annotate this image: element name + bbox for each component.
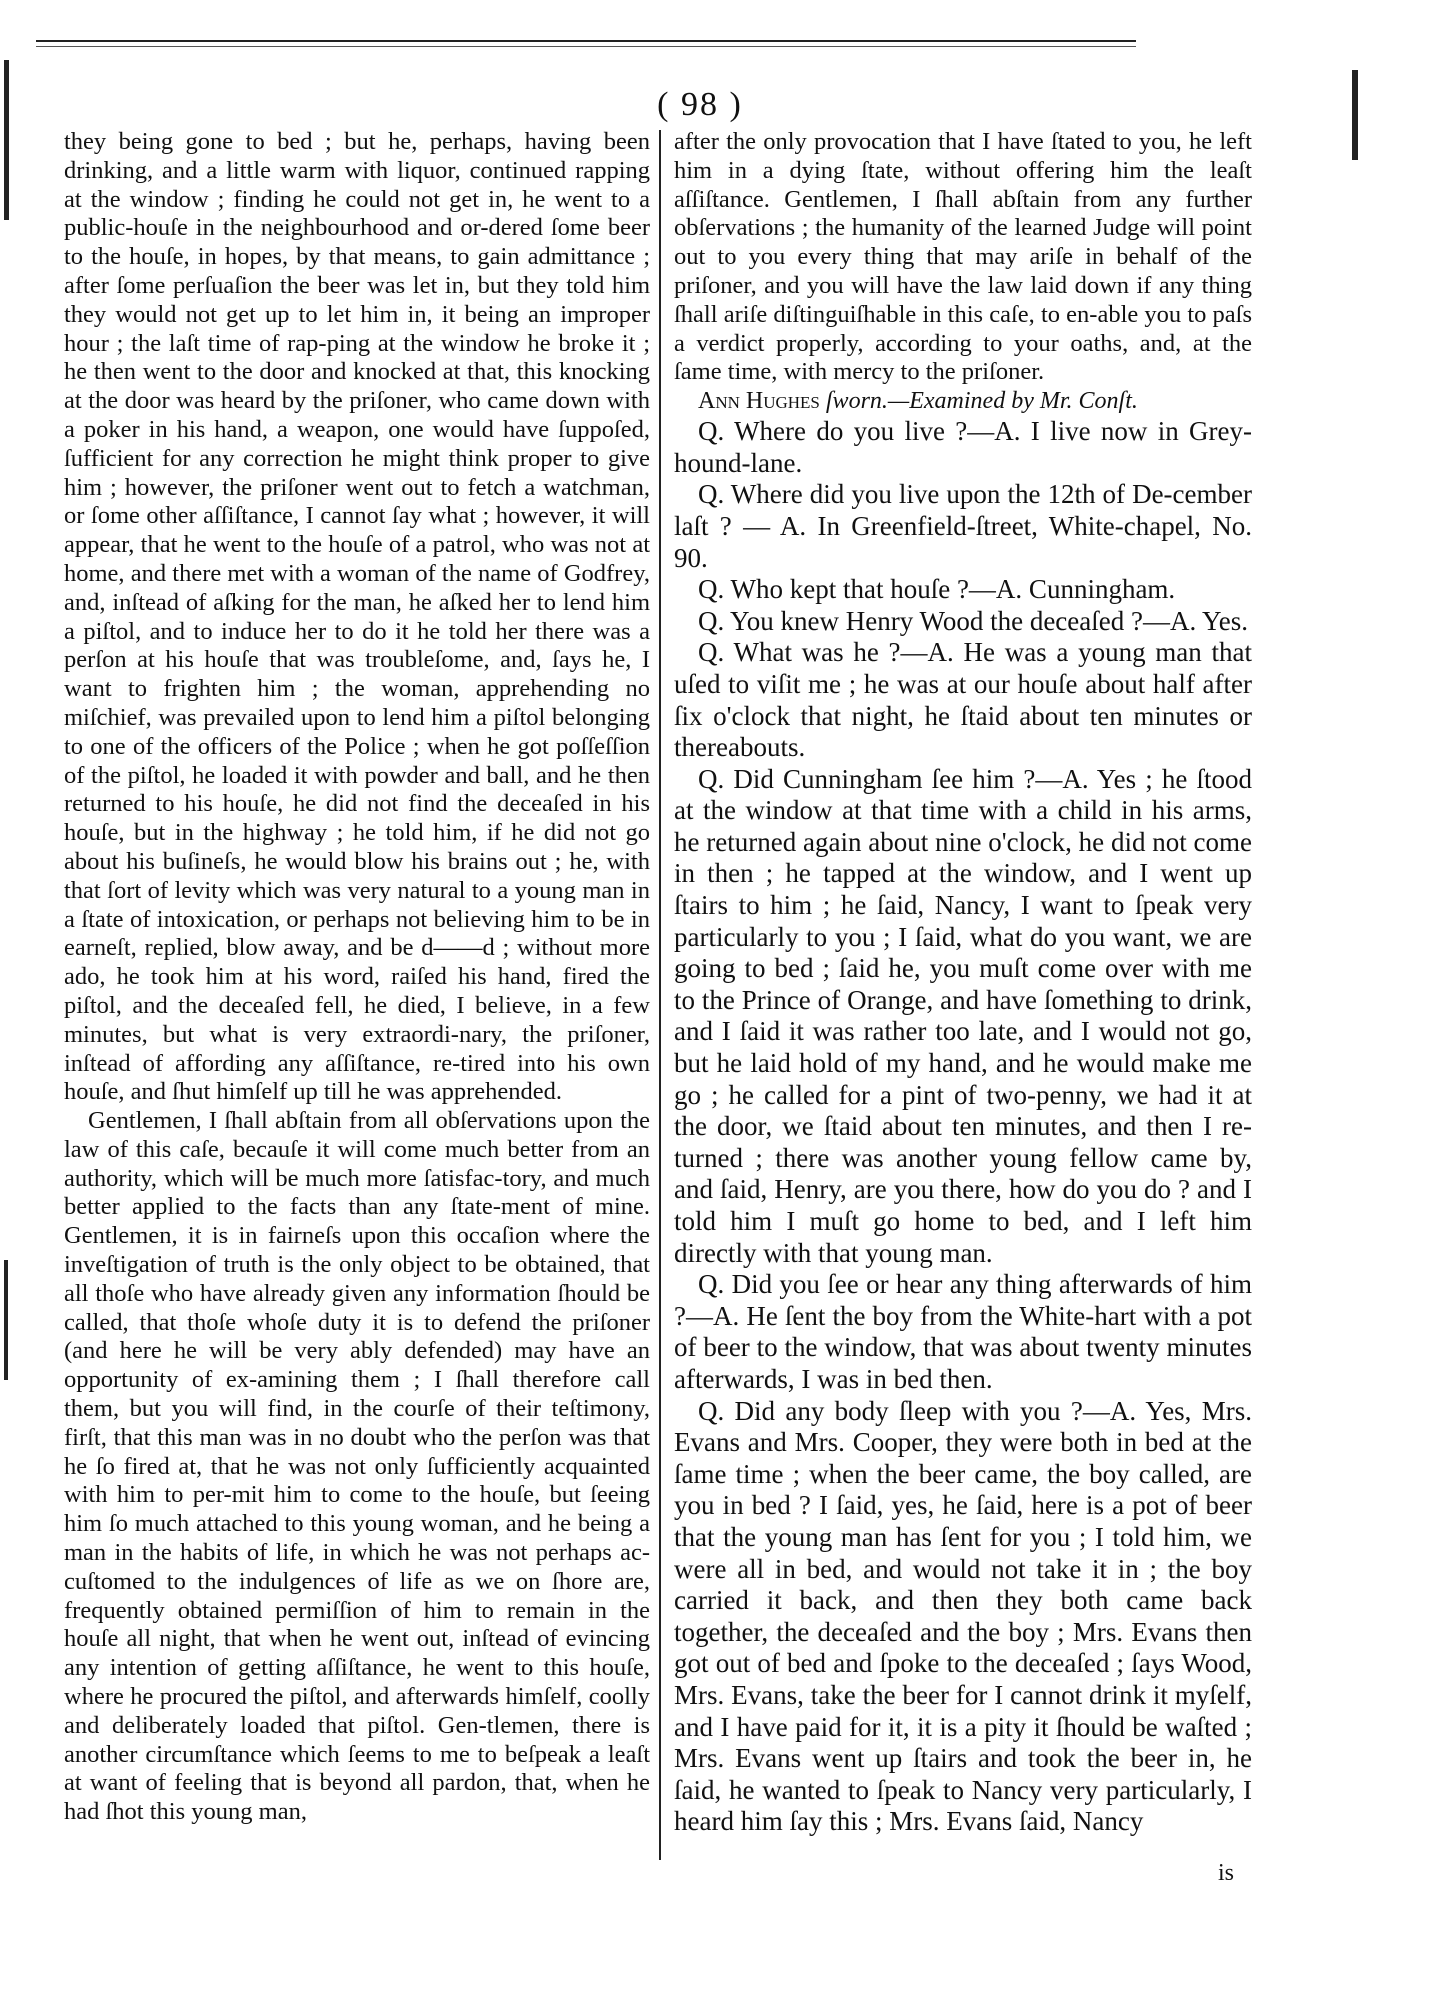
witness-note: ſworn.—Examined by Mr. Conſt. [825, 388, 1138, 415]
top-rule-thin [36, 46, 1136, 47]
page-number: ( 98 ) [657, 86, 743, 123]
left-edge-mark-lower [4, 1260, 8, 1380]
left-paragraph-2: Gentlemen, I ſhall abſtain from all obſervations upon the law of this caſe, becauſe it will come much better from an authority, which will be much more ſatisfac-tory, and much better applied to the facts than any ſtate-ment of mine. Gentlemen, it is in fairneſs upon this occaſion where the inveſtigation of truth is the only object to be obtained, that all thoſe who have already given any information ſhould be called, that thoſe whoſe duty it is to defend the priſoner (and here he will be very ably defended) may have an opportunity of ex-amining them ; I ſhall therefore call them, but you will find, in the courſe of their teſtimony, firſt, that this man was in no doubt who the perſon was that he ſo fired at, that he was not only ſufficiently acquainted with him to per-mit him to come to the houſe, but ſeeing him ſo much attached to this young woman, and he being a man in the habits of life, in which he was not perhaps ac-cuſtomed to the indulgences of life as we on ſhore are, frequently obtained permiſſion of him to remain in the houſe all night, that when he went out, inſtead of evincing any intention of getting aſſiſtance, he went to this houſe, where he procured the piſtol, and afterwards himſelf, coolly and deliberately loaded that piſtol. Gen-tlemen, there is another circumſtance which ſeems to me to beſpeak a leaſt at want of feeling that is beyond all pardon, that, when he had ſhot this young man, [64, 1107, 650, 1826]
qa-entry-2: Q. Where did you live upon the 12th of De-cember laſt ? — A. In Greenfield-ſtreet, White-chapel, No. 90. [674, 479, 1252, 573]
right-paragraph-1: after the only provocation that I have ſtated to you, he left him in a dying ſtate, without offering him the leaſt aſſiſtance. Gentlemen, I ſhall abſtain from any further obſervations ; the humanity of the learned Judge will point out to you every thing that may ariſe in behalf of the priſoner, and you will have the law laid down if any thing ſhall ariſe diſtinguiſhable in this caſe, to en-able you to paſs a verdict properly, according to your oaths, and, at the ſame time, with mercy to the priſoner. [674, 128, 1252, 386]
qa-entry-6: Q. Did Cunningham ſee him ?—A. Yes ; he ſtood at the window at that time with a child in his arms, he returned again about nine o'clock, he did not come in then ; he tapped at the window, and I went up ſtairs to him ; he ſaid, Nancy, I want to ſpeak very particularly to you ; I ſaid, what do you want, we are going to bed ; ſaid he, you muſt come over with me to the Prince of Orange, and have ſomething to drink, and I ſaid it was rather too late, and I would not go, but he laid hold of my hand, and he would make me go ; he called for a pint of two-penny, we had it at the door, we ſtaid about ten minutes, and then I re-turned ; there was another young fellow came by, and ſaid, Henry, are you there, how do you do ? and I told him I muſt go home to bed, and I left him directly with that young man. [674, 763, 1252, 1268]
qa-entry-5: Q. What was he ?—A. He was a young man that uſed to viſit me ; he was at our houſe about half after ſix o'clock that night, he ſtaid about ten minutes or thereabouts. [674, 637, 1252, 763]
left-edge-mark [4, 60, 9, 220]
left-column [64, 128, 650, 1827]
qa-entry-8: Q. Did any body ſleep with you ?—A. Yes, Mrs. Evans and Mrs. Cooper, they were both in bed at the ſame time ; when the beer came, the boy called, are you in bed ? I ſaid, yes, he ſaid, here is a pot of beer that the young man has ſent for you ; I told him, we were all in bed, and would not take it in ; the boy carried it back, and then they both came back together, the deceaſed and the boy ; Mrs. Evans then got out of bed and ſpoke to the deceaſed ; ſays Wood, Mrs. Evans, take the beer for I cannot drink it myſelf, and I have paid for it, it is a pity it ſhould be waſted ; Mrs. Evans went up ſtairs and took the beer in, he ſaid, he wanted to ſpeak to Nancy very particularly, I heard him ſay this ; Mrs. Evans ſaid, Nancy [674, 1395, 1252, 1837]
qa-entry-1: Q. Where do you live ?—A. I live now in Grey-hound-lane. [674, 416, 1252, 478]
qa-entry-7: Q. Did you ſee or hear any thing afterwards of him ?—A. He ſent the boy from the White-hart with a pot of beer to the window, that was about twenty minutes afterwards, I was in bed then. [674, 1269, 1252, 1394]
right-column [674, 128, 1252, 1838]
column-divider [659, 130, 661, 1860]
catchword: is [1218, 1860, 1235, 1886]
qa-entry-4: Q. You knew Henry Wood the deceaſed ?—A. Yes. [698, 605, 1249, 636]
witness-name: Ann Hughes [698, 388, 820, 415]
qa-entry-3: Q. Who kept that houſe ?—A. Cunningham. [698, 574, 1176, 605]
left-paragraph-1: they being gone to bed ; but he, perhaps, having been drinking, and a little warm with liquor, continued rapping at the window ; finding he could not get in, he went to a public-houſe in the neighbourhood and or-dered ſome beer to the houſe, in hopes, by that means, to gain admittance ; after ſome perſuaſion the beer was let in, but they told him they would not get up to let him in, it being an improper hour ; the laſt time of rap-ping at the window he broke it ; he then went to the door and knocked at that, this knocking at the door was heard by the priſoner, who came down with a poker in his hand, a weapon, one would have ſuppoſed, ſufficient for any correction he might think proper to give him ; however, the priſoner went out to fetch a watchman, or ſome other aſſiſtance, I cannot ſay what ; however, it will appear, that he went to the houſe of a patrol, who was not at home, and there met with a woman of the name of Godfrey, and, inſtead of aſking for the man, he aſked her to lend him a piſtol, and to induce her to do it he told her there was a perſon at his houſe that was troubleſome, and, ſays he, I want to frighten him ; the woman, apprehending no miſchief, was prevailed upon to lend him a piſtol belonging to one of the officers of the Police ; when he got poſſeſſion of the piſtol, he loaded it with powder and ball, and he then returned to his houſe, he did not find the deceaſed in his houſe, but in the highway ; he told him, if he did not go about his buſineſs, he would blow his brains out ; he, with that ſort of levity which was very natural to a young man in a ſtate of intoxication, or perhaps not believing him to be in earneſt, replied, blow away, and be d——d ; without more ado, he took him at his word, raiſed his hand, fired the piſtol, and the deceaſed fell, he died, I believe, in a few minutes, but what is very extraordi-nary, the priſoner, inſtead of affording any aſſiſtance, re-tired into his own houſe, and ſhut himſelf up till he was apprehended. [64, 128, 650, 1106]
witness-heading [674, 387, 1252, 416]
top-rule [36, 40, 1136, 42]
